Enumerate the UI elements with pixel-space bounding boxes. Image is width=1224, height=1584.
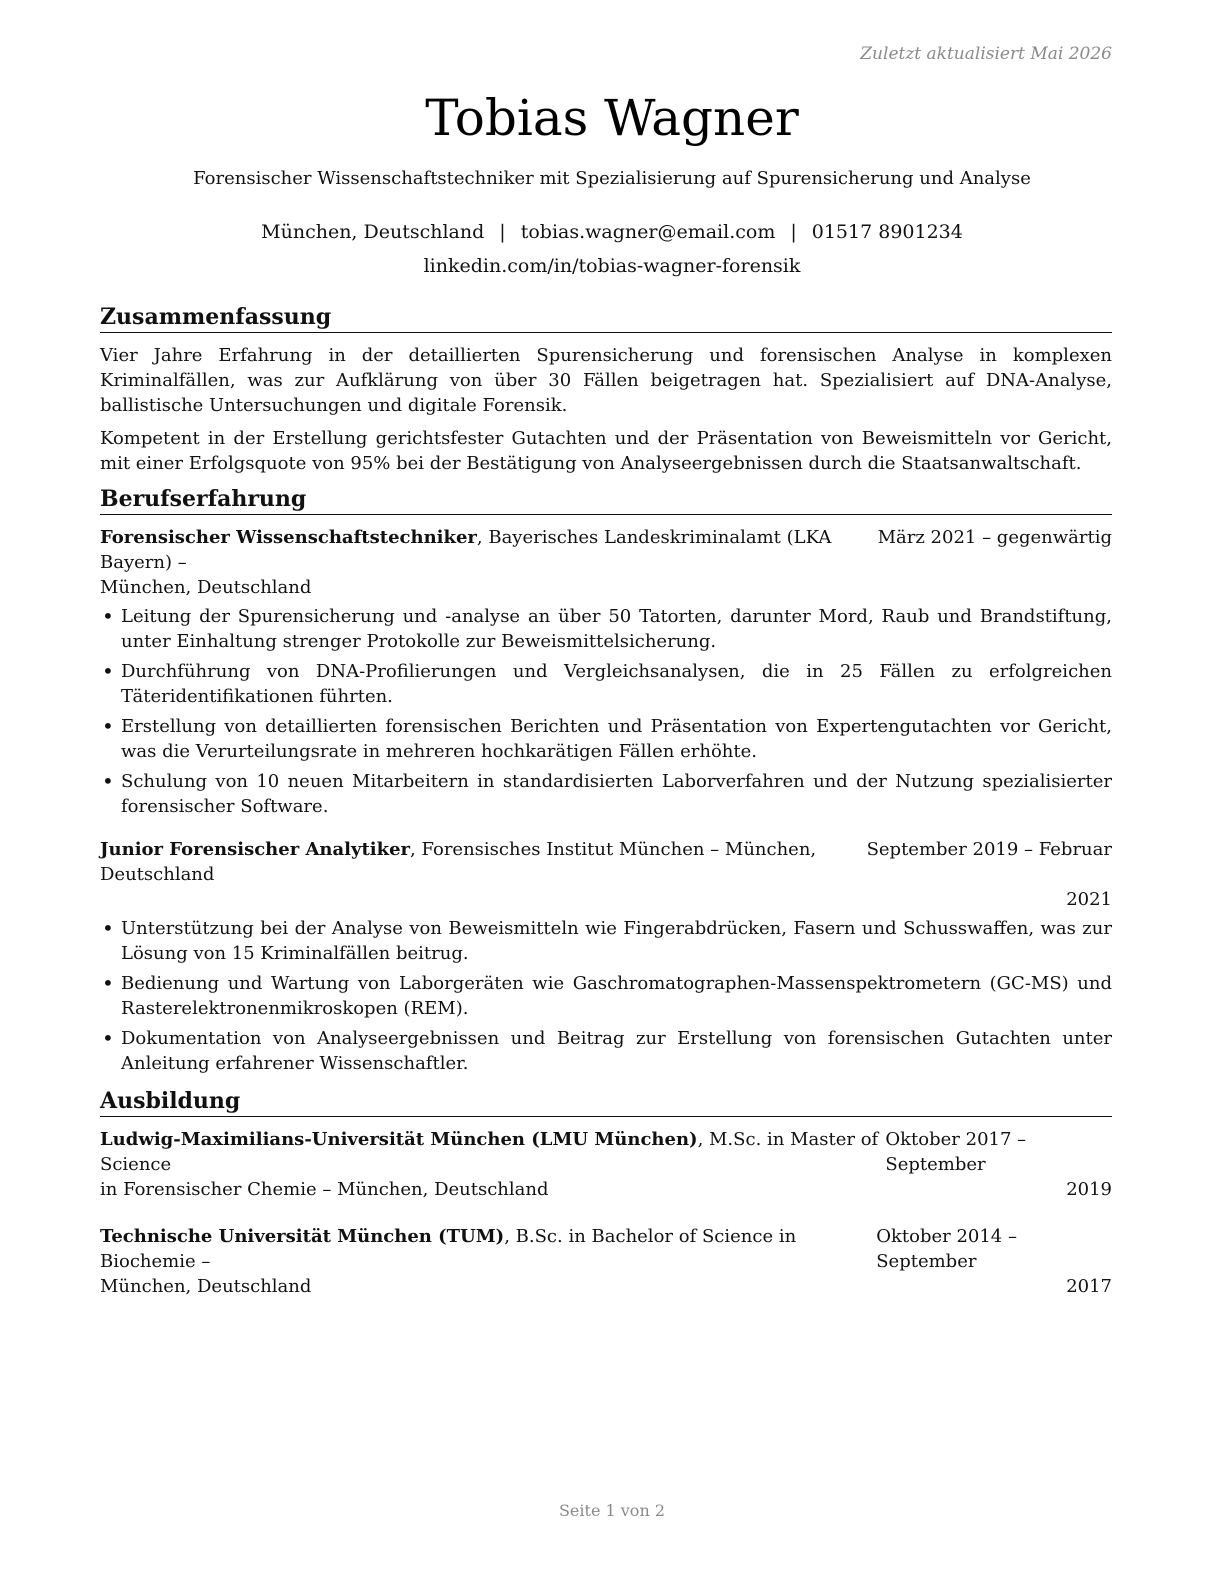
- job-role: Junior Forensischer Analytiker: [100, 839, 411, 860]
- summary-paragraph: Vier Jahre Erfahrung in der detaillierten Spurensicherung und forensischen Analyse in komplexen Kriminalfällen, was zur Aufklärung von über 30 Fällen beigetragen hat. Spezialisiert auf DNA-Analyse, ballistische Untersuchungen und digitale Forensik.: [100, 345, 1112, 416]
- education-dates-continued: 2019: [1066, 1179, 1112, 1200]
- job-dates-continued: 2021: [1066, 889, 1112, 910]
- education-entry: [100, 1224, 1112, 1299]
- list-item: • Leitung der Spurensicherung und -analyse an über 50 Tatorten, darunter Mord, Raub und Brandstiftung, unter Einhaltung strenger Protokolle zur Beweismittelsicherung.: [100, 604, 1112, 654]
- summary-section: [100, 302, 1112, 476]
- contact-separator: |: [499, 221, 506, 243]
- contact-separator: |: [790, 221, 797, 243]
- section-title-experience: Berufserfahrung: [100, 484, 1112, 515]
- section-title-summary: Zusammenfassung: [100, 302, 1112, 333]
- tagline: Forensischer Wissenschaftstechniker mit Spezialisierung auf Spurensicherung und Analyse: [193, 168, 1031, 189]
- job-dates: September 2019 – Februar: [866, 839, 1112, 860]
- list-item: • Erstellung von detaillierten forensischen Berichten und Präsentation von Expertengutachten vor Gericht, was die Verurteilungsrate in mehreren hochkarätigen Fällen erhöhte.: [100, 714, 1112, 764]
- job-organization: , Bayerisches Landeskriminalamt (LKA Bayern) –: [100, 527, 832, 573]
- page-number: Seite 1 von 2: [558, 1501, 666, 1520]
- list-item: • Unterstützung bei der Analyse von Beweismitteln wie Fingerabdrücken, Fasern und Schusswaffen, was zur Lösung von 15 Kriminalfällen beitrug.: [100, 916, 1112, 966]
- education-section: [100, 1086, 1112, 1299]
- education-dates-continued: 2017: [1066, 1276, 1112, 1297]
- job-organization: , Forensisches Institut München – München, Deutschland: [100, 839, 817, 885]
- candidate-name: Tobias Wagner: [425, 89, 799, 147]
- education-entry: [100, 1127, 1112, 1202]
- job-entry: [100, 525, 1112, 819]
- experience-section: [100, 484, 1112, 1076]
- degree-detail: München, Deutschland: [100, 1276, 312, 1297]
- contact-email[interactable]: tobias.wagner@email.com: [520, 221, 776, 243]
- job-location: München, Deutschland: [100, 577, 312, 598]
- degree: , B.Sc. in Bachelor of Science in Biochemie –: [100, 1226, 797, 1272]
- summary-paragraph: Kompetent in der Erstellung gerichtsfester Gutachten und der Präsentation von Beweismitteln vor Gericht, mit einer Erfolgsquote von 95% bei der Bestätigung von Analyseergebnissen durch die Staatsanwaltschaft.: [100, 428, 1112, 474]
- list-item: • Dokumentation von Analyseergebnissen und Beitrag zur Erstellung von forensischen Gutachten unter Anleitung erfahrener Wissenschaftler.: [100, 1026, 1112, 1076]
- school-name: Ludwig-Maximilians-Universität München (LMU München): [100, 1129, 698, 1150]
- job-entry: [100, 837, 1112, 1076]
- list-item: • Schulung von 10 neuen Mitarbeitern in standardisierten Laborverfahren und der Nutzung spezialisierter forensischer Software.: [100, 769, 1112, 819]
- job-role: Forensischer Wissenschaftstechniker: [100, 527, 477, 548]
- section-title-education: Ausbildung: [100, 1086, 1112, 1117]
- linkedin-link[interactable]: linkedin.com/in/tobias-wagner-forensik: [423, 255, 801, 277]
- job-header: [100, 837, 1112, 887]
- contact-location: München, Deutschland: [261, 221, 485, 243]
- resume-body: [100, 302, 1112, 1321]
- education-dates: Oktober 2017 – September: [885, 1129, 1027, 1175]
- contact-line: [0, 218, 1224, 246]
- list-item: • Durchführung von DNA-Profilierungen und Vergleichsanalysen, die in 25 Fällen zu erfolgreichen Täteridentifikationen führten.: [100, 659, 1112, 709]
- contact-phone[interactable]: 01517 8901234: [811, 221, 963, 243]
- job-dates: März 2021 – gegenwärtig: [877, 527, 1112, 548]
- job-header: [100, 525, 1112, 575]
- education-dates: Oktober 2014 – September: [876, 1226, 1017, 1272]
- degree: , M.Sc. in Master of Science: [100, 1129, 879, 1175]
- school-name: Technische Universität München (TUM): [100, 1226, 505, 1247]
- degree-detail: in Forensischer Chemie – München, Deutschland: [100, 1179, 549, 1200]
- job-bullets: [100, 916, 1112, 1076]
- list-item: • Bedienung und Wartung von Laborgeräten wie Gaschromatographen-Massenspektrometern (GC-MS) und Rasterelektronenmikroskopen (REM).: [100, 971, 1112, 1021]
- job-bullets: [100, 604, 1112, 819]
- last-updated-note: Zuletzt aktualisiert Mai 2026: [860, 44, 1112, 64]
